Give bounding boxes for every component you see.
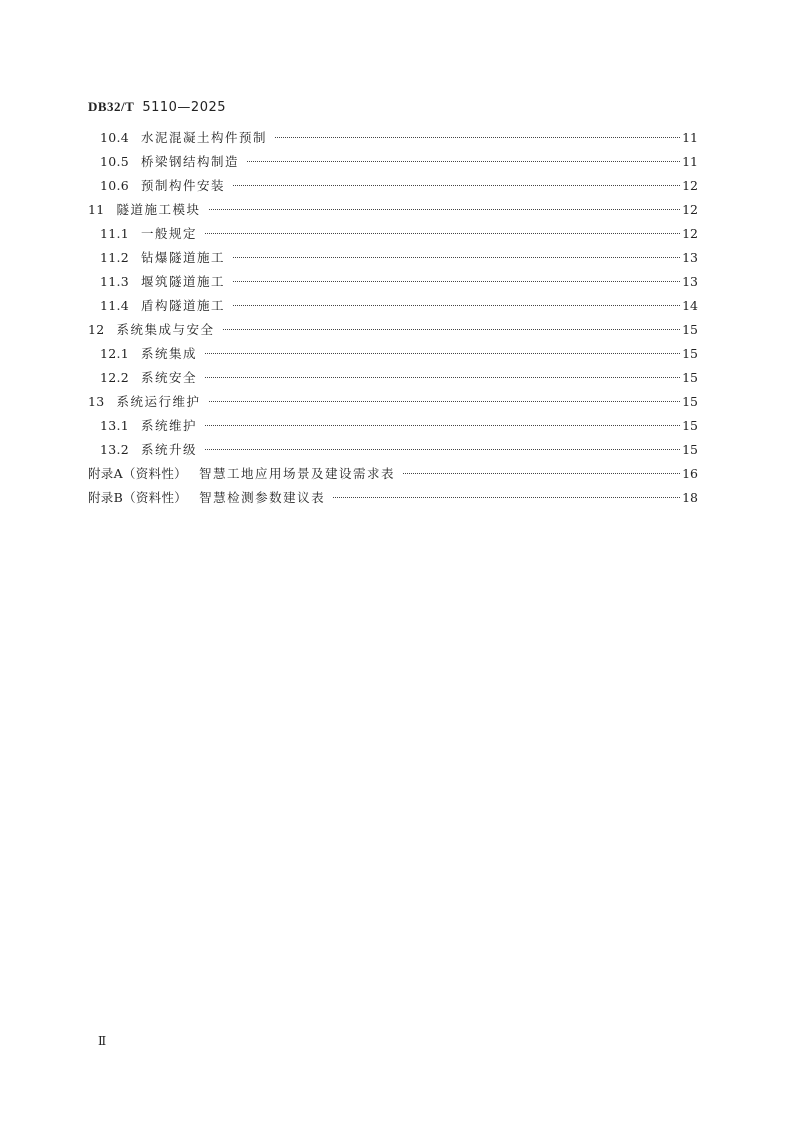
toc-item-title: 预制构件安装 xyxy=(141,178,226,193)
toc-item-title: 系统集成 xyxy=(141,346,198,361)
dot-leader xyxy=(205,233,680,234)
toc-item-11-3[interactable] xyxy=(88,272,698,296)
toc-item-page: 11 xyxy=(682,154,698,169)
toc-item-title: 智慧检测参数建议表 xyxy=(199,490,326,505)
dot-leader xyxy=(209,209,680,210)
toc-item-page: 12 xyxy=(682,178,698,193)
toc-item-title: 盾构隧道施工 xyxy=(141,298,226,313)
dot-leader xyxy=(205,449,680,450)
toc-item-page: 18 xyxy=(682,490,698,505)
toc-item-13[interactable] xyxy=(88,392,698,416)
toc-item-12-1[interactable] xyxy=(88,344,698,368)
toc-item-number: 11.3 xyxy=(100,274,130,289)
toc-item-appendix-b[interactable] xyxy=(88,488,698,512)
dot-leader xyxy=(205,425,680,426)
dot-leader xyxy=(233,281,680,282)
toc-item-number: 13.2 xyxy=(100,442,130,457)
toc-item-number: 11.4 xyxy=(100,298,130,313)
toc-item-title: 堰筑隧道施工 xyxy=(141,274,226,289)
page-number: Ⅱ xyxy=(98,1034,107,1048)
toc-item-page: 13 xyxy=(682,274,698,289)
table-of-contents xyxy=(88,128,698,512)
standard-number: 5110—2025 xyxy=(142,100,227,115)
dot-leader xyxy=(233,185,680,186)
toc-item-number: 13.1 xyxy=(100,418,130,433)
toc-item-13-2[interactable] xyxy=(88,440,698,464)
dot-leader xyxy=(233,257,680,258)
dot-leader xyxy=(247,161,680,162)
dot-leader xyxy=(333,497,680,498)
toc-item-title: 一般规定 xyxy=(141,226,198,241)
toc-item-10-6[interactable] xyxy=(88,176,698,200)
toc-item-page: 12 xyxy=(682,226,698,241)
toc-item-number: 13 xyxy=(88,394,105,409)
dot-leader xyxy=(275,137,680,138)
toc-item-number: 12.2 xyxy=(100,370,130,385)
dot-leader xyxy=(209,401,680,402)
toc-item-appendix-a[interactable] xyxy=(88,464,698,488)
standard-code: DB32/T xyxy=(88,99,135,114)
toc-item-number: 10.6 xyxy=(100,178,130,193)
document-header xyxy=(88,99,226,115)
toc-item-title: 桥梁钢结构制造 xyxy=(141,154,240,169)
toc-item-number: 10.4 xyxy=(100,130,130,145)
dot-leader xyxy=(233,305,680,306)
toc-item-title: 系统运行维护 xyxy=(116,394,201,409)
dot-leader xyxy=(205,353,680,354)
toc-item-number: 12 xyxy=(88,322,105,337)
toc-item-title: 系统维护 xyxy=(141,418,198,433)
toc-item-page: 15 xyxy=(682,394,698,409)
toc-item-13-1[interactable] xyxy=(88,416,698,440)
toc-item-page: 14 xyxy=(682,298,698,313)
toc-item-page: 16 xyxy=(682,466,698,481)
toc-item-11-4[interactable] xyxy=(88,296,698,320)
toc-item-11-1[interactable] xyxy=(88,224,698,248)
dot-leader xyxy=(223,329,680,330)
toc-item-page: 12 xyxy=(682,202,698,217)
dot-leader xyxy=(403,473,680,474)
toc-item-title: 钻爆隧道施工 xyxy=(141,250,226,265)
toc-item-10-4[interactable] xyxy=(88,128,698,152)
toc-item-12[interactable] xyxy=(88,320,698,344)
dot-leader xyxy=(205,377,680,378)
toc-item-12-2[interactable] xyxy=(88,368,698,392)
toc-item-10-5[interactable] xyxy=(88,152,698,176)
toc-item-page: 15 xyxy=(682,442,698,457)
toc-item-number: 附录A（资料性） xyxy=(88,466,187,481)
toc-item-number: 11.1 xyxy=(100,226,130,241)
toc-item-11[interactable] xyxy=(88,200,698,224)
toc-item-number: 11 xyxy=(88,202,105,217)
toc-item-page: 15 xyxy=(682,346,698,361)
toc-item-page: 11 xyxy=(682,130,698,145)
toc-item-title: 水泥混凝土构件预制 xyxy=(141,130,268,145)
toc-item-page: 13 xyxy=(682,250,698,265)
toc-item-11-2[interactable] xyxy=(88,248,698,272)
toc-item-page: 15 xyxy=(682,418,698,433)
toc-item-page: 15 xyxy=(682,370,698,385)
toc-item-page: 15 xyxy=(682,322,698,337)
toc-item-number: 11.2 xyxy=(100,250,130,265)
toc-item-number: 10.5 xyxy=(100,154,130,169)
toc-item-title: 智慧工地应用场景及建设需求表 xyxy=(198,466,395,481)
toc-item-title: 隧道施工模块 xyxy=(116,202,201,217)
toc-item-title: 系统安全 xyxy=(141,370,198,385)
toc-item-title: 系统升级 xyxy=(141,442,198,457)
toc-item-number: 附录B（资料性） xyxy=(88,490,188,505)
toc-item-number: 12.1 xyxy=(100,346,130,361)
toc-item-title: 系统集成与安全 xyxy=(116,322,215,337)
